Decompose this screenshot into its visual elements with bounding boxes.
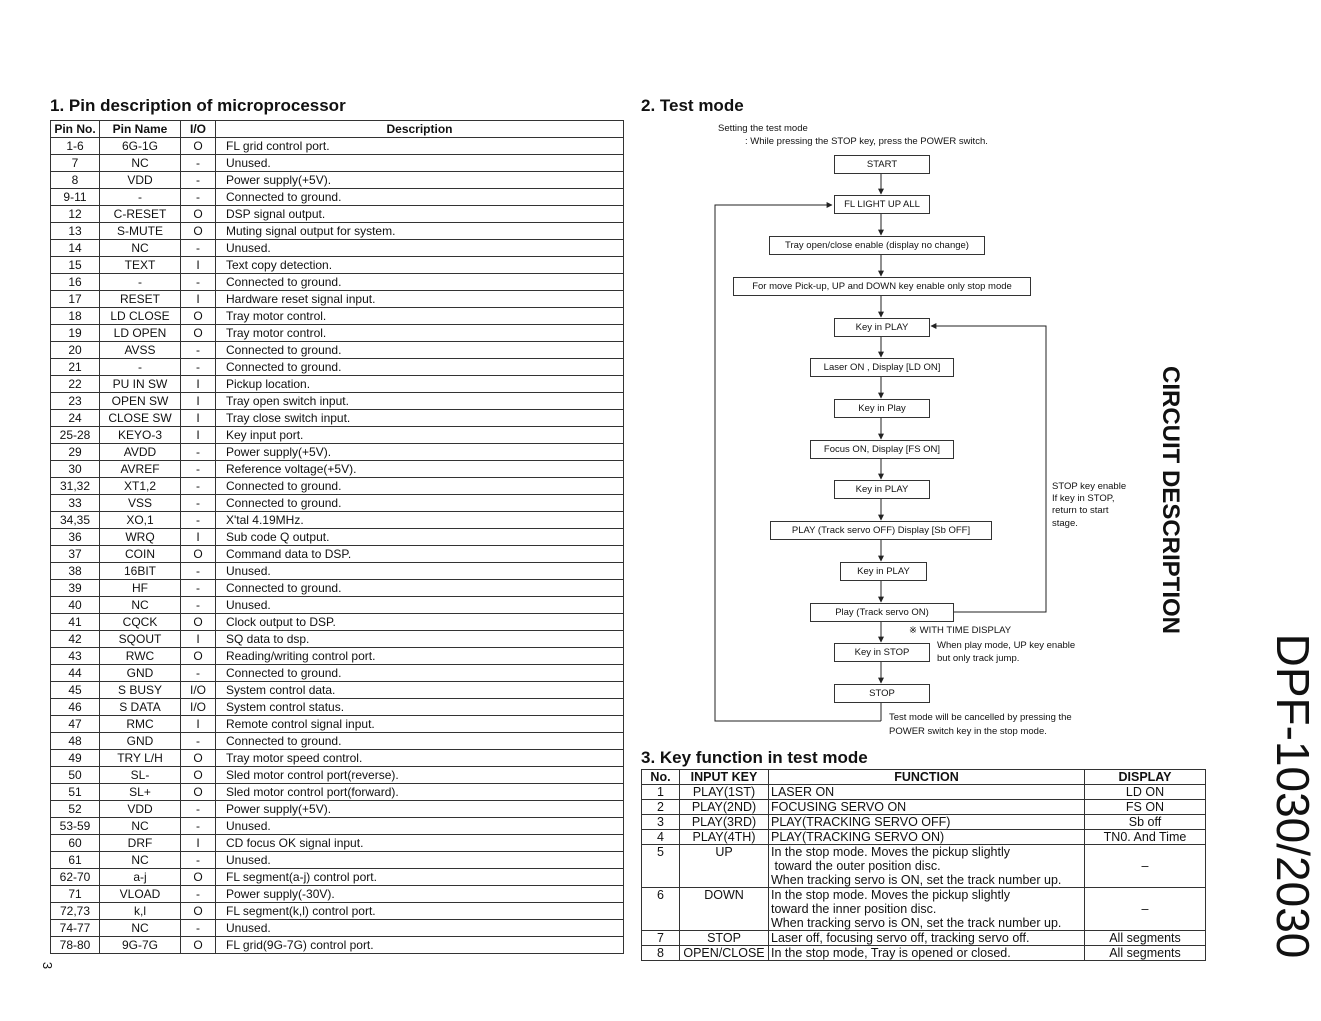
step-fl-light: FL LIGHT UP ALL — [834, 195, 930, 214]
pin-name-cell: PU IN SW — [100, 376, 181, 393]
pin-desc-cell: Unused. — [216, 852, 624, 869]
pin-desc-cell: Unused. — [216, 818, 624, 835]
pin-name-cell: VSS — [100, 495, 181, 512]
side-title: CIRCUIT DESCRIPTION — [1157, 365, 1184, 634]
pin-io-cell: O — [181, 937, 216, 954]
pin-name-cell: SQOUT — [100, 631, 181, 648]
pin-desc-cell: Connected to ground. — [216, 733, 624, 750]
pin-no-cell: 60 — [51, 835, 100, 852]
pin-io-cell: O — [181, 546, 216, 563]
function-line: In the stop mode, Tray is opened or closed. — [771, 946, 1011, 960]
function-line: FOCUSING SERVO ON — [771, 800, 907, 814]
pin-desc-cell: Reference voltage(+5V). — [216, 461, 624, 478]
pin-no-cell: 1-6 — [51, 138, 100, 155]
pin-io-cell: I — [181, 716, 216, 733]
pin-no-cell: 38 — [51, 563, 100, 580]
section3-title: 3. Key function in test mode — [641, 748, 868, 767]
step-start: START — [834, 155, 930, 174]
pin-io-cell: - — [181, 886, 216, 903]
pin-desc-cell: Remote control signal input. — [216, 716, 624, 733]
pin-no-cell: 53-59 — [51, 818, 100, 835]
pin-no-cell: 29 — [51, 444, 100, 461]
pin-name-cell: AVSS — [100, 342, 181, 359]
key-input-cell: DOWN — [680, 888, 769, 931]
pin-io-cell: O — [181, 767, 216, 784]
pin-desc-cell: FL grid(9G-7G) control port. — [216, 937, 624, 954]
pin-desc-cell: Tray open switch input. — [216, 393, 624, 410]
pin-io-cell: - — [181, 274, 216, 291]
key-table-header: INPUT KEY — [680, 770, 769, 785]
pin-desc-cell: SQ data to dsp. — [216, 631, 624, 648]
pin-no-cell: 17 — [51, 291, 100, 308]
key-display-cell: All segments — [1085, 931, 1206, 946]
key-table-row — [642, 946, 1206, 961]
pin-no-cell: 50 — [51, 767, 100, 784]
note-play-2: but only track jump. — [937, 653, 1020, 664]
pin-io-cell: - — [181, 563, 216, 580]
pin-name-cell: - — [100, 189, 181, 206]
pin-name-cell: a-j — [100, 869, 181, 886]
pin-no-cell: 52 — [51, 801, 100, 818]
note-stop-2: If key in STOP, — [1052, 493, 1115, 504]
pin-name-cell: VDD — [100, 801, 181, 818]
step-key-play-2: Key in Play — [834, 399, 930, 418]
note-stop-1: STOP key enable — [1052, 481, 1127, 492]
pin-no-cell: 39 — [51, 580, 100, 597]
pin-io-cell: - — [181, 444, 216, 461]
pin-name-cell: CQCK — [100, 614, 181, 631]
pin-name-cell: NC — [100, 818, 181, 835]
pin-table-header: Pin Name — [100, 121, 181, 138]
pin-desc-cell: Connected to ground. — [216, 495, 624, 512]
step-focus-on: Focus ON, Display [FS ON] — [810, 440, 954, 459]
function-line: PLAY(TRACKING SERVO ON) — [771, 830, 945, 844]
pin-io-cell: I/O — [181, 699, 216, 716]
pin-io-cell: I — [181, 631, 216, 648]
key-no-cell: 5 — [642, 845, 680, 888]
function-line: In the stop mode. Moves the pickup slightly — [771, 888, 1011, 902]
pin-name-cell: SL- — [100, 767, 181, 784]
key-table-row — [642, 800, 1206, 815]
setting-line-1: Setting the test mode — [718, 123, 808, 134]
pin-name-cell: k,l — [100, 903, 181, 920]
pin-desc-cell: Muting signal output for system. — [216, 223, 624, 240]
key-function-cell — [769, 830, 1085, 845]
pin-desc-cell: Unused. — [216, 563, 624, 580]
pin-no-cell: 18 — [51, 308, 100, 325]
pin-no-cell: 13 — [51, 223, 100, 240]
key-input-cell: PLAY(2ND) — [680, 800, 769, 815]
pin-name-cell: GND — [100, 733, 181, 750]
pin-name-cell: - — [100, 274, 181, 291]
pin-name-cell: TRY L/H — [100, 750, 181, 767]
pin-io-cell: O — [181, 206, 216, 223]
pin-no-cell: 47 — [51, 716, 100, 733]
section2-title: 2. Test mode — [641, 96, 744, 115]
pin-name-cell: XO,1 — [100, 512, 181, 529]
pin-desc-cell: Tray motor control. — [216, 308, 624, 325]
pin-no-cell: 71 — [51, 886, 100, 903]
key-table-row — [642, 785, 1206, 800]
step-stop: STOP — [834, 684, 930, 703]
pin-desc-cell: Unused. — [216, 155, 624, 172]
pin-io-cell: O — [181, 308, 216, 325]
pin-name-cell: S BUSY — [100, 682, 181, 699]
pin-io-cell: - — [181, 852, 216, 869]
pin-no-cell: 16 — [51, 274, 100, 291]
note-stop-3: return to start — [1052, 505, 1109, 516]
pin-io-cell: - — [181, 818, 216, 835]
pin-no-cell: 49 — [51, 750, 100, 767]
pin-io-cell: I — [181, 257, 216, 274]
key-table-row — [642, 815, 1206, 830]
pin-no-cell: 25-28 — [51, 427, 100, 444]
pin-no-cell: 21 — [51, 359, 100, 376]
pin-desc-cell: Clock output to DSP. — [216, 614, 624, 631]
pin-desc-cell: Connected to ground. — [216, 478, 624, 495]
pin-no-cell: 45 — [51, 682, 100, 699]
pin-no-cell: 15 — [51, 257, 100, 274]
key-no-cell: 7 — [642, 931, 680, 946]
pin-no-cell: 34,35 — [51, 512, 100, 529]
pin-name-cell: NC — [100, 155, 181, 172]
pin-io-cell: - — [181, 580, 216, 597]
step-track-servo-off: PLAY (Track servo OFF) Display [Sb OFF] — [770, 521, 992, 540]
pin-no-cell: 46 — [51, 699, 100, 716]
pin-table-header: I/O — [181, 121, 216, 138]
pin-name-cell: 16BIT — [100, 563, 181, 580]
function-line: Laser off, focusing servo off, tracking servo off. — [771, 931, 1030, 945]
pin-desc-cell: DSP signal output. — [216, 206, 624, 223]
pin-name-cell: - — [100, 359, 181, 376]
function-line: LASER ON — [771, 785, 835, 799]
key-input-cell: STOP — [680, 931, 769, 946]
pin-name-cell: S DATA — [100, 699, 181, 716]
pin-io-cell: O — [181, 223, 216, 240]
pin-no-cell: 51 — [51, 784, 100, 801]
pin-io-cell: I — [181, 410, 216, 427]
pin-io-cell: O — [181, 648, 216, 665]
function-line: toward the outer position disc. — [771, 859, 941, 873]
key-no-cell: 4 — [642, 830, 680, 845]
pin-name-cell: RWC — [100, 648, 181, 665]
pin-desc-cell: FL grid control port. — [216, 138, 624, 155]
pin-name-cell: NC — [100, 240, 181, 257]
pin-io-cell: I/O — [181, 682, 216, 699]
pin-name-cell: LD OPEN — [100, 325, 181, 342]
pin-io-cell: I — [181, 291, 216, 308]
pin-name-cell: XT1,2 — [100, 478, 181, 495]
pin-no-cell: 44 — [51, 665, 100, 682]
key-table-header: FUNCTION — [769, 770, 1085, 785]
pin-desc-cell: Command data to DSP. — [216, 546, 624, 563]
pin-no-cell: 43 — [51, 648, 100, 665]
pin-no-cell: 22 — [51, 376, 100, 393]
pin-desc-cell: Connected to ground. — [216, 274, 624, 291]
pin-desc-cell: Pickup location. — [216, 376, 624, 393]
key-display-cell: FS ON — [1085, 800, 1206, 815]
pin-no-cell: 12 — [51, 206, 100, 223]
step-key-play-4: Key in PLAY — [840, 562, 927, 581]
pin-desc-cell: Sled motor control port(reverse). — [216, 767, 624, 784]
pin-name-cell: S-MUTE — [100, 223, 181, 240]
section1-title: 1. Pin description of microprocessor — [50, 96, 346, 115]
key-function-cell — [769, 815, 1085, 830]
pin-io-cell: - — [181, 733, 216, 750]
key-function-cell — [769, 931, 1085, 946]
pin-desc-cell: Unused. — [216, 597, 624, 614]
pin-no-cell: 20 — [51, 342, 100, 359]
note-cancel-2: POWER switch key in the stop mode. — [889, 726, 1047, 737]
key-display-cell: Sb off — [1085, 815, 1206, 830]
key-table-row — [642, 888, 1206, 931]
pin-name-cell: 6G-1G — [100, 138, 181, 155]
pin-io-cell: - — [181, 359, 216, 376]
key-table-row — [642, 931, 1206, 946]
step-key-stop: Key in STOP — [834, 643, 930, 662]
pin-no-cell: 72,73 — [51, 903, 100, 920]
key-input-cell: UP — [680, 845, 769, 888]
pin-io-cell: I — [181, 376, 216, 393]
pin-io-cell: I — [181, 529, 216, 546]
step-laser-on: Laser ON , Display [LD ON] — [810, 358, 954, 377]
key-function-cell — [769, 845, 1085, 888]
pin-io-cell: - — [181, 155, 216, 172]
pin-no-cell: 14 — [51, 240, 100, 257]
pin-no-cell: 74-77 — [51, 920, 100, 937]
pin-io-cell: O — [181, 614, 216, 631]
pin-desc-cell: System control data. — [216, 682, 624, 699]
key-no-cell: 8 — [642, 946, 680, 961]
pin-desc-cell: Sled motor control port(forward). — [216, 784, 624, 801]
pin-desc-cell: Unused. — [216, 920, 624, 937]
pin-io-cell: O — [181, 325, 216, 342]
key-no-cell: 6 — [642, 888, 680, 931]
key-no-cell: 2 — [642, 800, 680, 815]
key-table-header: DISPLAY — [1085, 770, 1206, 785]
pin-desc-cell: Connected to ground. — [216, 189, 624, 206]
pin-name-cell: COIN — [100, 546, 181, 563]
pin-no-cell: 42 — [51, 631, 100, 648]
pin-io-cell: - — [181, 461, 216, 478]
key-table-row — [642, 830, 1206, 845]
key-display-cell: LD ON — [1085, 785, 1206, 800]
pin-io-cell: O — [181, 138, 216, 155]
key-function-table — [641, 769, 1206, 961]
pin-table-header: Description — [216, 121, 624, 138]
pin-name-cell: NC — [100, 920, 181, 937]
pin-io-cell: I — [181, 393, 216, 410]
pin-desc-cell: Connected to ground. — [216, 580, 624, 597]
pin-no-cell: 7 — [51, 155, 100, 172]
pin-name-cell: LD CLOSE — [100, 308, 181, 325]
key-no-cell: 1 — [642, 785, 680, 800]
pin-no-cell: 31,32 — [51, 478, 100, 495]
pin-io-cell: - — [181, 495, 216, 512]
pin-name-cell: VLOAD — [100, 886, 181, 903]
pin-no-cell: 61 — [51, 852, 100, 869]
pin-desc-cell: Connected to ground. — [216, 665, 624, 682]
pin-desc-cell: Sub code Q output. — [216, 529, 624, 546]
key-display-cell: TN0. And Time — [1085, 830, 1206, 845]
pin-desc-cell: System control status. — [216, 699, 624, 716]
pin-desc-cell: Key input port. — [216, 427, 624, 444]
pin-name-cell: CLOSE SW — [100, 410, 181, 427]
pin-desc-cell: Tray motor control. — [216, 325, 624, 342]
key-function-cell — [769, 946, 1085, 961]
pin-io-cell: - — [181, 597, 216, 614]
pin-name-cell: SL+ — [100, 784, 181, 801]
key-function-cell — [769, 785, 1085, 800]
pin-name-cell: VDD — [100, 172, 181, 189]
pin-io-cell: - — [181, 512, 216, 529]
pin-name-cell: NC — [100, 852, 181, 869]
function-line: When tracking servo is ON, set the track number up. — [771, 873, 1062, 887]
key-input-cell: PLAY(3RD) — [680, 815, 769, 830]
pin-io-cell: I — [181, 427, 216, 444]
pin-name-cell: WRQ — [100, 529, 181, 546]
pin-no-cell: 37 — [51, 546, 100, 563]
pin-desc-cell: Power supply(-30V). — [216, 886, 624, 903]
pin-no-cell: 30 — [51, 461, 100, 478]
pin-no-cell: 33 — [51, 495, 100, 512]
pin-io-cell: - — [181, 665, 216, 682]
pin-desc-cell: Power supply(+5V). — [216, 444, 624, 461]
pin-desc-cell: Unused. — [216, 240, 624, 257]
pin-no-cell: 19 — [51, 325, 100, 342]
key-function-cell — [769, 888, 1085, 931]
pin-name-cell: KEYO-3 — [100, 427, 181, 444]
pin-name-cell: GND — [100, 665, 181, 682]
pin-io-cell: - — [181, 172, 216, 189]
pin-desc-cell: Tray close switch input. — [216, 410, 624, 427]
pin-io-cell: - — [181, 240, 216, 257]
note-play-1: When play mode, UP key enable — [937, 640, 1076, 651]
function-line: toward the inner position disc. — [771, 902, 937, 916]
pin-name-cell: HF — [100, 580, 181, 597]
pin-name-cell: AVREF — [100, 461, 181, 478]
pin-no-cell: 8 — [51, 172, 100, 189]
pin-no-cell: 48 — [51, 733, 100, 750]
pin-desc-cell: Connected to ground. — [216, 359, 624, 376]
key-input-cell: OPEN/CLOSE — [680, 946, 769, 961]
key-display-cell: All segments — [1085, 946, 1206, 961]
key-display-cell: – — [1085, 845, 1206, 888]
setting-line-2: : While pressing the STOP key, press the POWER switch. — [745, 136, 988, 147]
pin-io-cell: I — [181, 835, 216, 852]
pin-desc-cell: FL segment(k,l) control port. — [216, 903, 624, 920]
function-line: When tracking servo is ON, set the track number up. — [771, 916, 1062, 930]
pin-name-cell: RESET — [100, 291, 181, 308]
pin-name-cell: NC — [100, 597, 181, 614]
pin-io-cell: O — [181, 784, 216, 801]
pin-name-cell: C-RESET — [100, 206, 181, 223]
step-pickup-move: For move Pick-up, UP and DOWN key enable only stop mode — [733, 277, 1031, 296]
key-display-cell: – — [1085, 888, 1206, 931]
key-table-row — [642, 845, 1206, 888]
pin-desc-cell: Tray motor speed control. — [216, 750, 624, 767]
pin-no-cell: 62-70 — [51, 869, 100, 886]
function-line: In the stop mode. Moves the pickup slightly — [771, 845, 1011, 859]
note-stop-4: stage. — [1052, 518, 1078, 529]
pin-desc-cell: FL segment(a-j) control port. — [216, 869, 624, 886]
key-function-cell — [769, 800, 1085, 815]
pin-io-cell: - — [181, 189, 216, 206]
step-track-servo-on: Play (Track servo ON) — [810, 603, 954, 622]
pin-desc-cell: Connected to ground. — [216, 342, 624, 359]
pin-desc-cell: Text copy detection. — [216, 257, 624, 274]
pin-no-cell: 23 — [51, 393, 100, 410]
pin-name-cell: 9G-7G — [100, 937, 181, 954]
pin-desc-cell: Power supply(+5V). — [216, 172, 624, 189]
pin-desc-cell: X'tal 4.19MHz. — [216, 512, 624, 529]
pin-io-cell: - — [181, 342, 216, 359]
pin-name-cell: AVDD — [100, 444, 181, 461]
pin-io-cell: - — [181, 801, 216, 818]
pin-no-cell: 24 — [51, 410, 100, 427]
note-cancel-1: Test mode will be cancelled by pressing the — [889, 712, 1072, 723]
function-line: PLAY(TRACKING SERVO OFF) — [771, 815, 951, 829]
pin-desc-cell: CD focus OK signal input. — [216, 835, 624, 852]
pin-name-cell: RMC — [100, 716, 181, 733]
key-input-cell: PLAY(4TH) — [680, 830, 769, 845]
key-input-cell: PLAY(1ST) — [680, 785, 769, 800]
pin-name-cell: OPEN SW — [100, 393, 181, 410]
pin-no-cell: 36 — [51, 529, 100, 546]
step-key-play-3: Key in PLAY — [834, 480, 930, 499]
step-key-play-1: Key in PLAY — [834, 318, 930, 337]
note-time-display: ※ WITH TIME DISPLAY — [909, 625, 1012, 636]
pin-desc-cell: Reading/writing control port. — [216, 648, 624, 665]
step-tray-enable: Tray open/close enable (display no change) — [769, 236, 985, 255]
page-number: 3 — [40, 961, 56, 970]
pin-desc-cell: Power supply(+5V). — [216, 801, 624, 818]
pin-table-header: Pin No. — [51, 121, 100, 138]
pin-desc-cell: Hardware reset signal input. — [216, 291, 624, 308]
key-table-header: No. — [642, 770, 680, 785]
model-number: DPF-1030/2030 — [1267, 633, 1319, 959]
key-no-cell: 3 — [642, 815, 680, 830]
pin-name-cell: TEXT — [100, 257, 181, 274]
pin-io-cell: - — [181, 920, 216, 937]
pin-no-cell: 41 — [51, 614, 100, 631]
pin-no-cell: 9-11 — [51, 189, 100, 206]
pin-no-cell: 78-80 — [51, 937, 100, 954]
pin-no-cell: 40 — [51, 597, 100, 614]
pin-io-cell: - — [181, 478, 216, 495]
pin-name-cell: DRF — [100, 835, 181, 852]
pin-io-cell: O — [181, 869, 216, 886]
pin-io-cell: O — [181, 903, 216, 920]
pin-io-cell: O — [181, 750, 216, 767]
